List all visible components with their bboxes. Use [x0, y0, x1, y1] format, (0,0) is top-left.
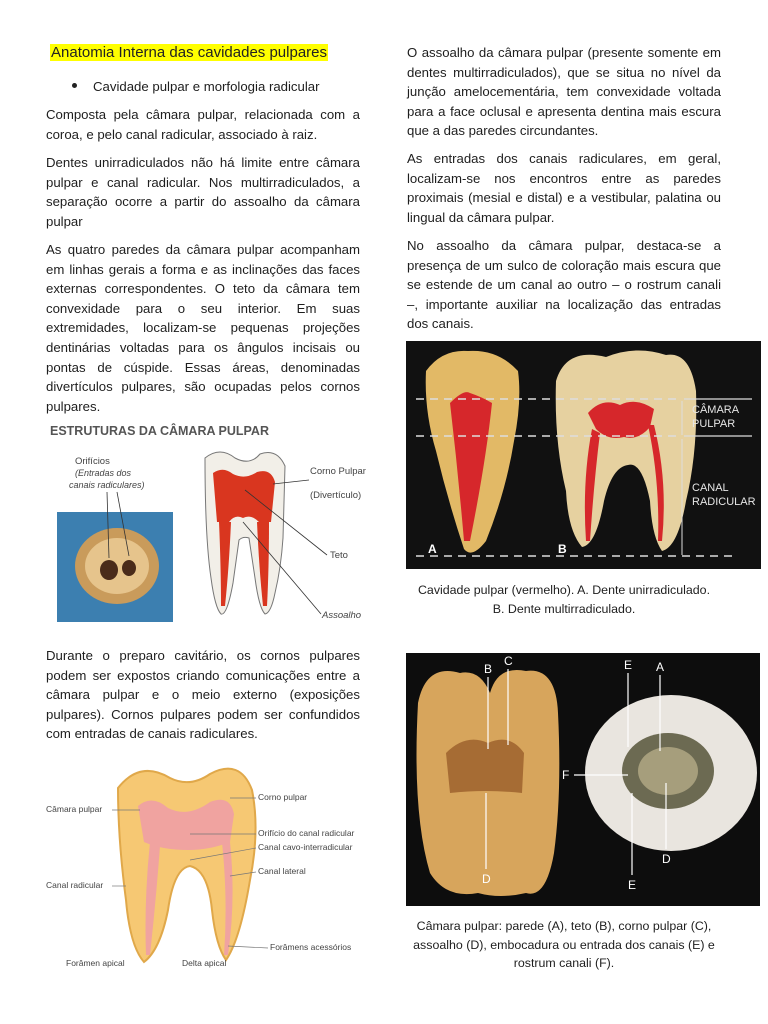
caption-2-line-3: rostrum canali (F). — [513, 956, 615, 970]
right-paragraph-2: As entradas dos canais radiculares, em geral, localizam-se nos encontros entre as paredes proximais (mesial e distal) e a vestibular, palatina ou lingual da câmara pulpar. — [407, 151, 721, 225]
label-canal: CANAL — [692, 482, 729, 494]
label-diverticulo: (Divertículo) — [310, 490, 362, 501]
label-orificio: Orifício do canal radicular — [258, 828, 355, 838]
left-paragraph-2: Dentes unirradiculados não há limite entre câmara pulpar e canal radicular. Nos multirradiculados, a separação ocorre a partir do assoalho da câmara pulpar — [46, 155, 360, 229]
bullet-dot-icon — [72, 83, 77, 88]
label-canal-lateral: Canal lateral — [258, 866, 306, 876]
right-paragraph-1: O assoalho da câmara pulpar (presente somente em dentes multirradiculados), que se situa no nível da junção amelocementária, tem convexidade voltada para a face oclusal e apresenta dentina mais escura que a das paredes circundantes. — [407, 45, 721, 139]
label-orificios-2: (Entradas dos — [75, 468, 132, 478]
label-d-photo-left: D — [482, 872, 491, 886]
label-foramen-apical: Forâmen apical — [66, 958, 125, 968]
label-f-photo: F — [562, 768, 570, 782]
label-canal-cavo: Canal cavo-interradicular — [258, 842, 353, 852]
label-canal-radicular: Canal radicular — [46, 880, 104, 890]
label-a-photo: A — [656, 660, 665, 674]
figure-pulp-chamber-photo — [406, 653, 760, 906]
label-pulpar: PULPAR — [692, 418, 736, 430]
label-delta-apical: Delta apical — [182, 958, 227, 968]
caption-1-line-2: B. Dente multirradiculado. — [492, 601, 636, 616]
label-e-photo-bottom: E — [628, 878, 637, 892]
left-paragraph-3: As quatro paredes da câmara pulpar acompanham em linhas gerais a forma e as inclinações das faces externas correspondentes. O teto da câmara tem convexidade para o seu interior. Em suas extremidades, localizam-se pequenas projeções dentinárias voltadas para os ângulos incisais ou pontas de cúspide. Essas áreas, denominadas divertículos pulpares, são ocupadas pelos cornos pulpares. — [46, 242, 360, 414]
label-orificios-3: canais radiculares) — [69, 480, 145, 490]
figure-caption-1 — [406, 581, 722, 618]
bullet-item — [72, 77, 320, 97]
label-corno-pulpar-2: Corno pulpar — [258, 792, 308, 802]
label-c-photo: C — [504, 654, 513, 668]
pulp-chamber-drawing — [213, 470, 275, 522]
label-orificios: Orifícios — [75, 456, 110, 467]
bullet-text: Cavidade pulpar e morfologia radicular — [93, 79, 320, 94]
figure-pulp-chamber-structures — [45, 418, 375, 630]
figure-heading: ESTRUTURAS DA CÂMARA PULPAR — [50, 424, 269, 438]
label-d-photo-right: D — [662, 852, 671, 866]
page-title: Anatomia Interna das cavidades pulpares — [51, 44, 328, 61]
label-teto: Teto — [330, 550, 348, 561]
label-e-photo-top: E — [624, 658, 633, 672]
left-paragraph-1: Composta pela câmara pulpar, relacionada com a coroa, e pelo canal radicular, associado à raiz. — [46, 107, 360, 142]
caption-2-line-1: Câmara pulpar: parede (A), teto (B), corno pulpar (C), — [416, 919, 712, 933]
label-foramens-acessorios: Forâmens acessórios — [270, 942, 352, 952]
figure-caption-2 — [406, 917, 722, 973]
caption-2-line-2: assoalho (D), embocadura ou entrada dos canais (E) e — [413, 937, 715, 952]
figure-pulp-cavity-sections — [406, 341, 761, 569]
label-corno-pulpar: Corno Pulpar — [310, 466, 366, 477]
right-paragraph-3: No assoalho da câmara pulpar, destaca-se a presença de um sulco de coloração mais escura que se estende de um canal ao outro – o rostrum canali –, importante auxiliar na localização das entradas dos canais. — [407, 238, 721, 332]
label-assoalho: Assoalho — [322, 610, 362, 621]
label-b-photo: B — [484, 662, 493, 676]
title-block — [50, 43, 328, 63]
label-b: B — [558, 542, 567, 556]
figure-root-canal-diagram — [40, 750, 372, 972]
left-paragraph-4: Durante o preparo cavitário, os cornos pulpares podem ser expostos criando comunicações entre a câmara pulpar e o meio externo (exposições pulpares). Cornos pulpares podem ser confundidos com entradas de canais radiculares. — [46, 648, 360, 742]
label-camara-pulpar: Câmara pulpar — [46, 804, 103, 814]
caption-1-line-1: Cavidade pulpar (vermelho). A. Dente unirradiculado. — [417, 583, 711, 597]
label-a: A — [428, 542, 437, 556]
label-camara: CÂMARA — [692, 404, 740, 416]
tooth-b-photo — [556, 350, 697, 551]
label-radicular: RADICULAR — [692, 496, 756, 508]
